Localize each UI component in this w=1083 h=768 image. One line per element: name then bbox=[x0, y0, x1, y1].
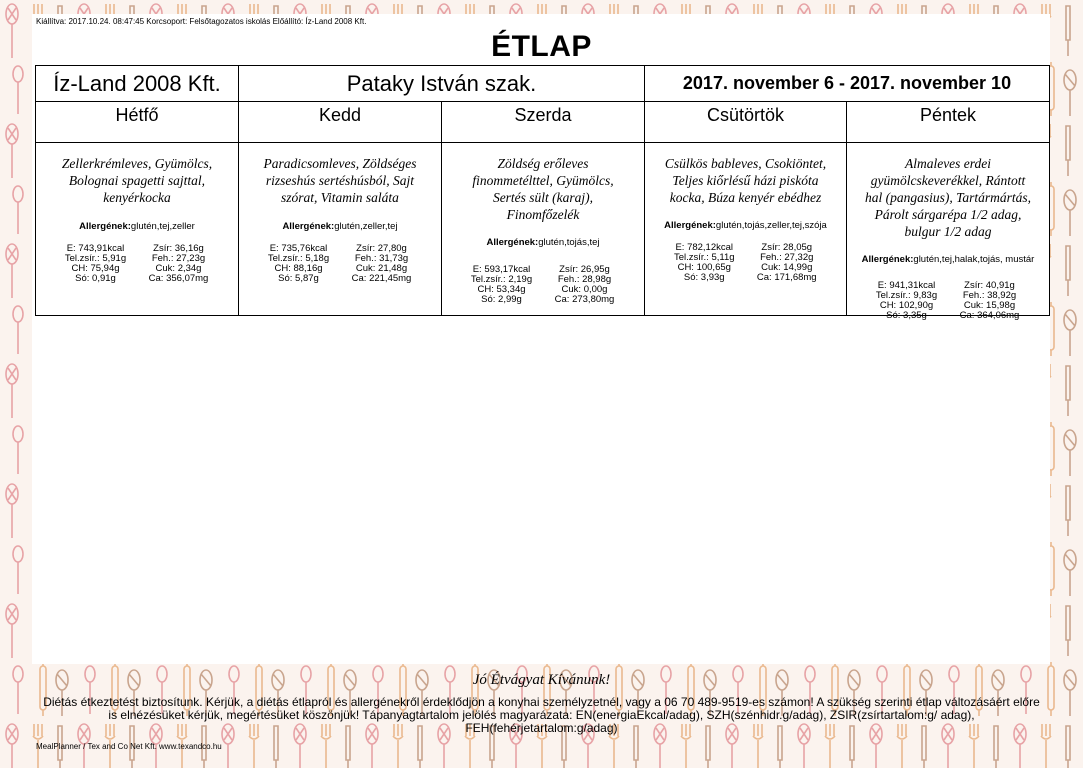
nutrition-value: Cuk: 15,98g bbox=[963, 300, 1016, 311]
nutrition-value: Feh.: 27,32g bbox=[760, 252, 814, 263]
meal-description: Zellerkrémleves, Gyümölcs, Bolognai spagetti sajttal, kenyérkocka bbox=[61, 156, 213, 205]
nutrition-value: Zsír: 28,05g bbox=[761, 242, 813, 253]
allergen-label: Allergének: bbox=[79, 221, 131, 232]
nutrition-grid bbox=[36, 244, 238, 284]
allergen-label: Allergének: bbox=[282, 221, 335, 232]
meal-cell-tuesday bbox=[239, 143, 442, 316]
nutrition-value: Tel.zsír.: 5,18g bbox=[267, 253, 330, 264]
nutrition-value: Ca: 273,80mg bbox=[554, 294, 615, 305]
nutrition-value: Só: 0,91g bbox=[75, 273, 116, 284]
meal-cell-friday bbox=[847, 143, 1050, 321]
nutrition-value: E: 782,12kcal bbox=[675, 242, 734, 253]
allergen-line bbox=[239, 221, 441, 232]
allergen-label: Allergének: bbox=[861, 254, 914, 265]
nutrition-value: Cuk: 2,34g bbox=[155, 263, 202, 274]
day-thursday: Csütörtök bbox=[645, 102, 847, 143]
nutrition-value: Ca: 364,06mg bbox=[959, 310, 1020, 321]
nutrition-value: Cuk: 14,99g bbox=[761, 262, 813, 273]
nutrition-value: Cuk: 0,00g bbox=[561, 284, 608, 295]
header-row bbox=[36, 66, 1050, 102]
meal-cell-wednesday bbox=[442, 143, 645, 316]
nutrition-value: CH: 53,34g bbox=[477, 284, 526, 295]
nutrition-value: Ca: 221,45mg bbox=[351, 273, 412, 284]
nutrition-value: Tel.zsír.: 5,11g bbox=[673, 252, 735, 263]
nutrition-value: CH: 100,65g bbox=[677, 262, 731, 273]
date-range: 2017. november 6 - 2017. november 10 bbox=[645, 66, 1050, 102]
day-names-row bbox=[36, 102, 1050, 143]
nutrition-value: Feh.: 31,73g bbox=[354, 253, 409, 264]
nutrition-value: Tel.zsír.: 2,19g bbox=[470, 274, 533, 285]
allergen-list: glutén,tej,halak,tojás, mustár bbox=[913, 254, 1035, 265]
company-name: Íz-Land 2008 Kft. bbox=[36, 66, 239, 102]
day-monday: Hétfő bbox=[36, 102, 239, 143]
school-label: Pataky István szak. bbox=[346, 70, 537, 96]
nutrition-value: Feh.: 28,98g bbox=[557, 274, 612, 285]
allergen-line bbox=[847, 254, 1049, 265]
meal-description: Paradicsomleves, Zöldséges rizseshús sertéshúsból, Sajt szórat, Vitamin saláta bbox=[263, 156, 417, 205]
nutrition-value: Tel.zsír.: 9,83g bbox=[875, 290, 938, 301]
allergen-line bbox=[36, 221, 238, 232]
meal-description: Csülkös bableves, Csokiöntet, Teljes kiőrlésű házi piskóta kocka, Búza kenyér ebédhez bbox=[664, 156, 827, 205]
day-tuesday: Kedd bbox=[239, 102, 442, 143]
nutrition-value: Cuk: 21,48g bbox=[355, 263, 408, 274]
school-name bbox=[239, 66, 645, 102]
closing-wish: Jó Étvágyat Kívánunk! bbox=[472, 672, 611, 688]
meal-description: Almaleves erdei gyümölcskeverékkel, Rántott hal (pangasius), Tartármártás, Párolt sárgarépa 1/2 adag, bulgur 1/2 adag bbox=[864, 156, 1032, 239]
nutrition-value: E: 743,91kcal bbox=[66, 243, 125, 254]
nutrition-value: Ca: 356,07mg bbox=[148, 273, 209, 284]
day-friday: Péntek bbox=[847, 102, 1050, 143]
allergen-line bbox=[442, 237, 644, 248]
nutrition-value: Zsír: 40,91g bbox=[964, 280, 1015, 291]
allergen-list: glutén,tojás,tej bbox=[538, 237, 600, 248]
nutrition-value: Zsír: 27,80g bbox=[356, 243, 407, 254]
nutrition-value: Só: 3,93g bbox=[683, 272, 725, 283]
nutrition-grid bbox=[645, 243, 846, 283]
meal-cell-monday bbox=[36, 143, 239, 316]
page-title: ÉTLAP bbox=[491, 30, 592, 63]
nutrition-value: Ca: 171,68mg bbox=[756, 272, 817, 283]
nutrition-value: CH: 75,94g bbox=[71, 263, 120, 274]
footer-credit: MealPlanner / Tex and Co Net Kft. www.texandco.hu bbox=[36, 742, 222, 751]
nutrition-value: E: 735,76kcal bbox=[269, 243, 328, 254]
nutrition-grid bbox=[239, 244, 441, 284]
nutrition-grid bbox=[442, 265, 644, 305]
meal-description: Zöldség erőleves finommetélttel, Gyümölcs, Sertés sült (karaj), Finomfőzelék bbox=[472, 156, 614, 222]
nutrition-value: CH: 88,16g bbox=[274, 263, 323, 274]
nutrition-value: Só: 3,35g bbox=[886, 310, 927, 321]
nutrition-value: E: 941,31kcal bbox=[877, 280, 936, 291]
meals-row bbox=[36, 143, 1050, 316]
nutrition-value: Feh.: 38,92g bbox=[962, 290, 1017, 301]
allergen-list: glutén,tej,zeller bbox=[130, 221, 195, 232]
nutrition-value: E: 593,17kcal bbox=[472, 264, 531, 275]
nutrition-value: Feh.: 27,23g bbox=[151, 253, 206, 264]
menu-table bbox=[35, 65, 1050, 321]
allergen-line bbox=[645, 220, 846, 231]
issue-meta-line: Kiállítva: 2017.10.24. 08:47:45 Korcsoport: Felsőtagozatos iskolás Előállító: Íz-Land 2008 Kft. bbox=[36, 17, 367, 26]
nutrition-value: Zsír: 26,95g bbox=[559, 264, 610, 275]
day-wednesday: Szerda bbox=[442, 102, 645, 143]
nutrition-value: Tel.zsír.: 5,91g bbox=[64, 253, 127, 264]
nutrition-grid bbox=[847, 281, 1049, 321]
allergen-label: Allergének: bbox=[664, 220, 716, 231]
allergen-label: Allergének: bbox=[486, 237, 539, 248]
nutrition-value: Zsír: 36,16g bbox=[153, 243, 204, 254]
diet-note: Diétás étkeztetést biztosítunk. Kérjük, a diétás étlapról és allergénekről érdeklődjön a konyhai személyzetnél, vagy a 06 70 489-9519-es számon! A szükség szerinti étlap változásáért előre is elnézésüket kérjük, megértésüket köszönjük! Tápanyagtartalom jelölés magyarázata: EN(energiaEkcal/adag), SZH(szénhidr.g/adag), ZSIR(zsírtartalom:g/ adag), FEH(fehérjetartalom:g/adag) bbox=[43, 695, 1040, 735]
nutrition-value: CH: 102,90g bbox=[879, 300, 934, 311]
meal-cell-thursday bbox=[645, 143, 847, 316]
allergen-list: glutén,zeller,tej bbox=[334, 221, 398, 232]
allergen-list: glutén,tojás,zeller,tej,szója bbox=[715, 220, 827, 231]
nutrition-value: Só: 2,99g bbox=[481, 294, 522, 305]
nutrition-value: Só: 5,87g bbox=[278, 273, 319, 284]
